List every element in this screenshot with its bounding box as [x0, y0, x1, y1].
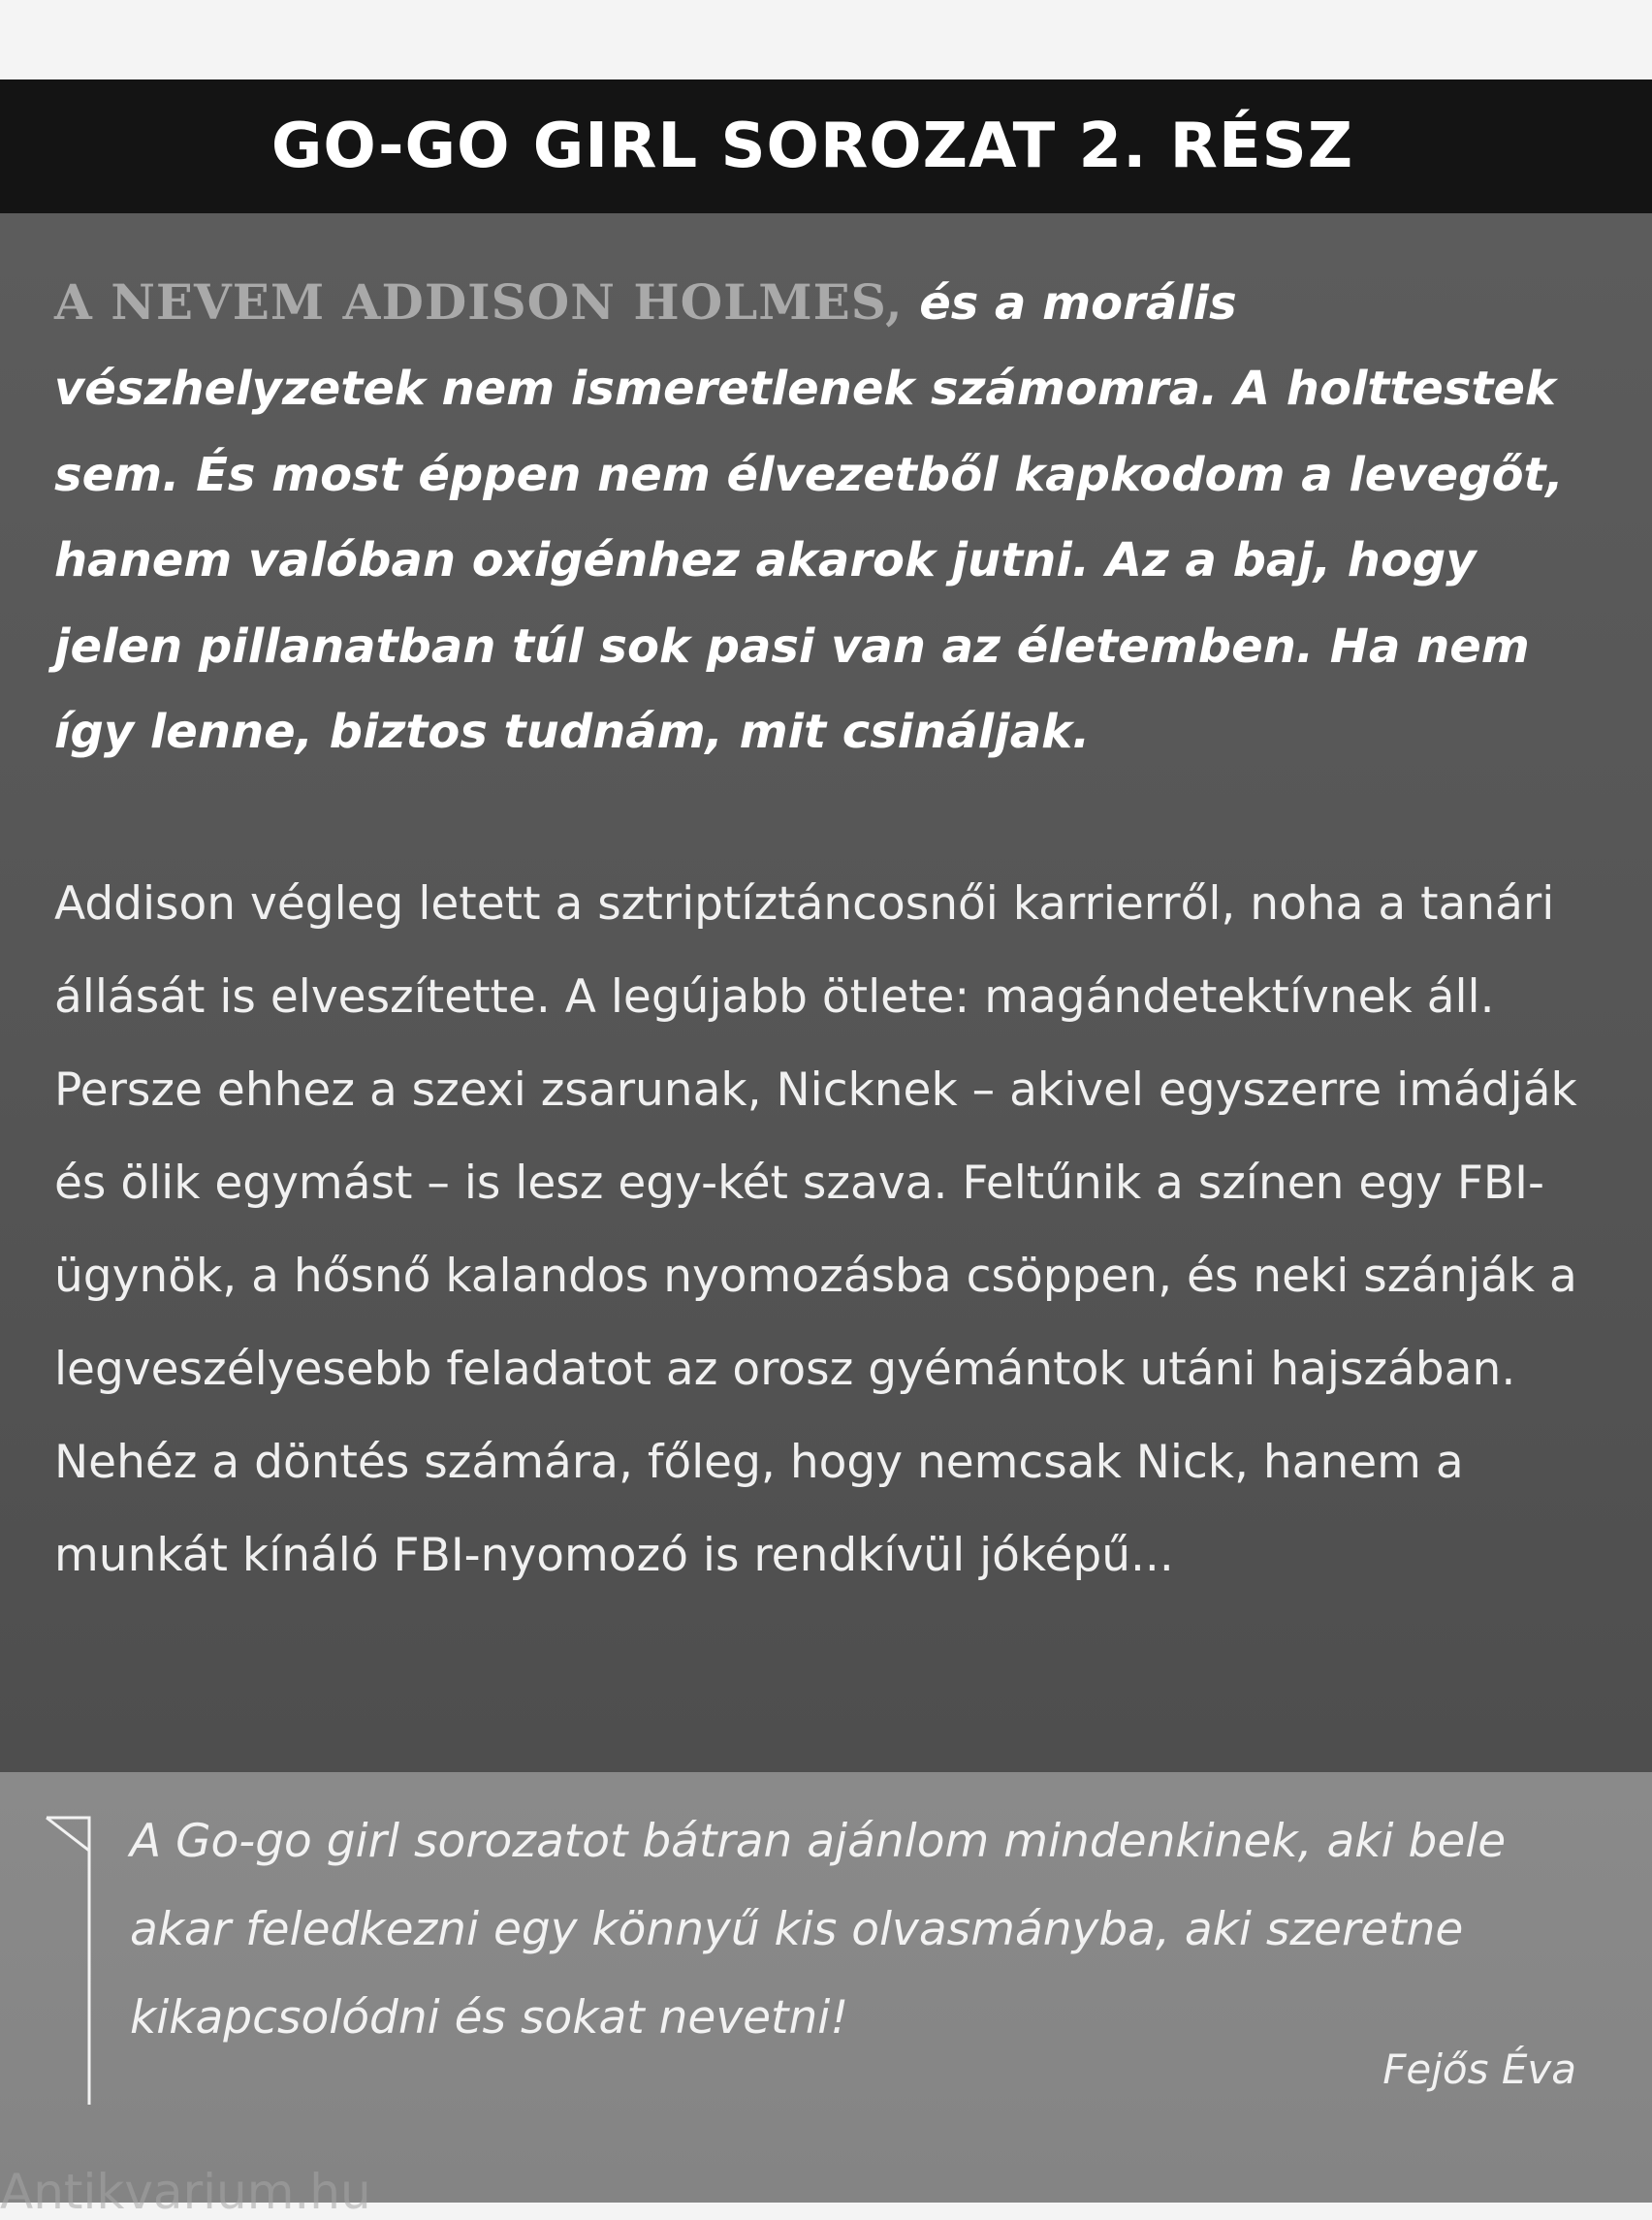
- intro-text: és a morális vészhelyzetek nem ismeretlenek számomra. A holttestek sem. És most éppen nem élvezetből kapkodom a levegőt, hanem valóban oxigénhez akarok jutni. Az a baj, hogy jelen pillanatban túl sok pasi van az életemben. Ha nem így lenne, biztos tudnám, mit csináljak.: [54, 276, 1564, 760]
- recommendation-quote: A Go-go girl sorozatot bátran ajánlom mindenkinek, aki bele akar feledkezni egy könnyű kis olvasmányba, aki szeretne kikapcsolódni és sokat nevetni!: [130, 1815, 1507, 2045]
- watermark-text: Antikvarium.hu: [0, 2164, 371, 2220]
- intro-paragraph: [54, 260, 1605, 775]
- quote-author: Fejős Éva: [1382, 2046, 1576, 2093]
- intro-lead: A NEVEM ADDISON HOLMES,: [54, 273, 904, 331]
- quote-bracket-icon: [45, 1816, 93, 2107]
- series-title: GO-GO GIRL SOROZAT 2. RÉSZ: [270, 111, 1354, 182]
- description-paragraph: Addison végleg letett a sztriptíztáncosnői karrierről, noha a tanári állását is elveszítette. A legújabb ötlete: magándetektívnek áll. Persze ehhez a szexi zsarunak, Nicknek – akivel egyszerre imádják és ölik egymást – is lesz egy-két szava. Feltűnik a színen egy FBI-ügynök, a hősnő kalandos nyomozásba csöppen, és neki szánják a legveszélyesebb feladatot az orosz gyémántok utáni hajszában. Nehéz a döntés számára, főleg, hogy nemcsak Nick, hanem a munkát kínáló FBI-nyomozó is rendkívül jóképű...: [54, 877, 1577, 1582]
- series-title-bar: [0, 79, 1652, 213]
